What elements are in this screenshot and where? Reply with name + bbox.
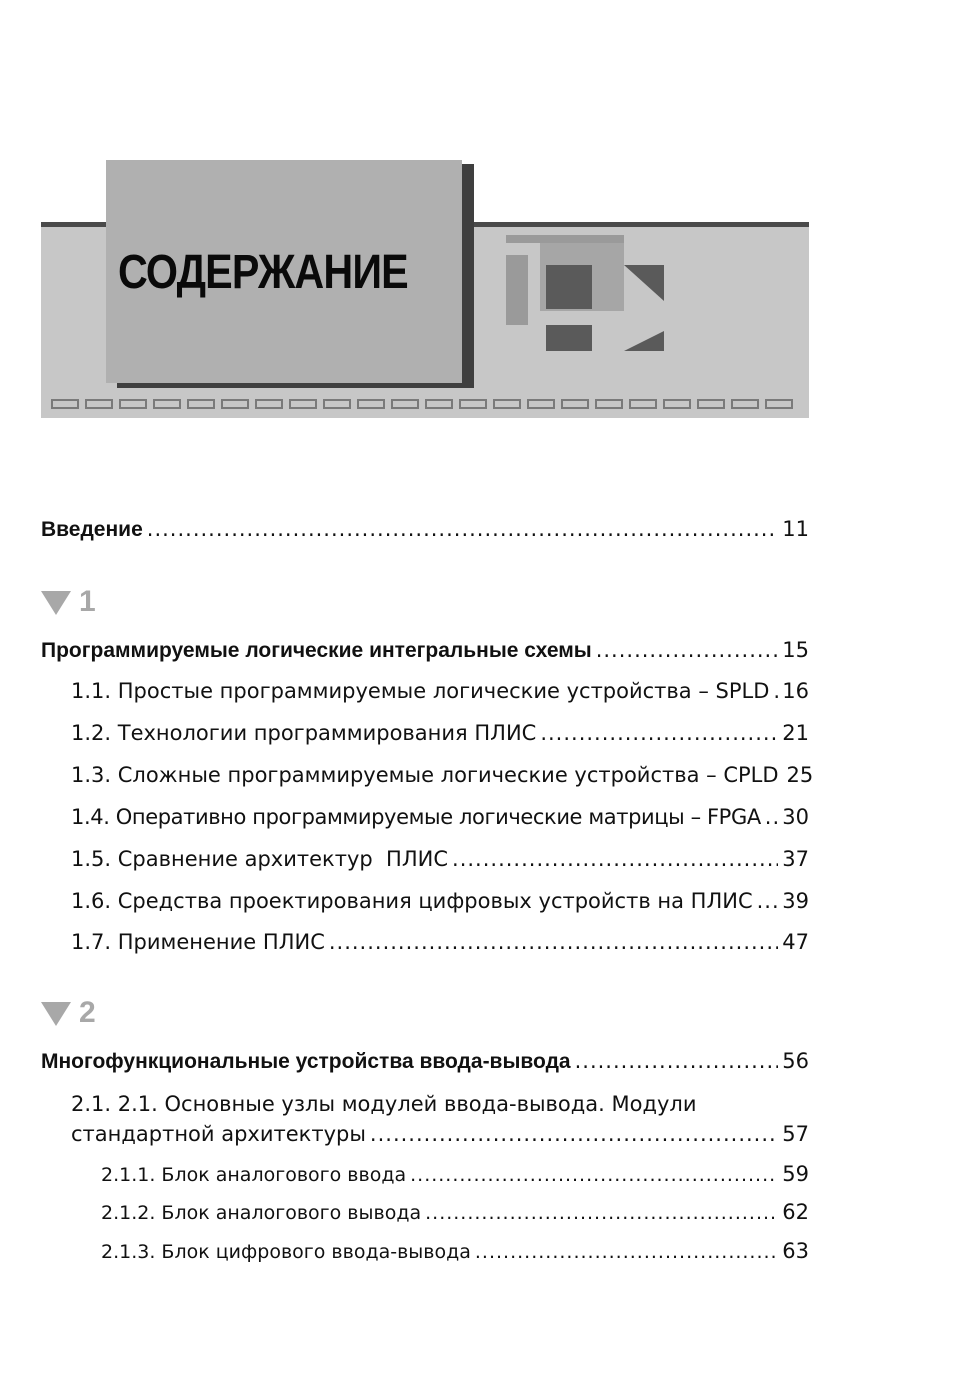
- toc-section-2-1[interactable]: [71, 1122, 809, 1146]
- toc-page-number: 59: [782, 1162, 809, 1186]
- toc-section-2-1-line1[interactable]: 2.1. 2.1. Основные узлы модулей ввода-вывода. Модули: [71, 1092, 697, 1116]
- toc-entry-label: 1.6. Средства проектирования цифровых устройств на ПЛИС: [71, 889, 753, 913]
- toc-page-number: 25: [786, 763, 814, 787]
- toc-subsection-2-1-2[interactable]: [101, 1200, 809, 1224]
- toc-page-number: 11: [782, 517, 809, 541]
- toc-entry-label: 1.2. Технологии программирования ПЛИС: [71, 721, 537, 745]
- toc-page-number: 15: [782, 638, 809, 662]
- toc-page-number: 30: [782, 805, 809, 829]
- leader-dots: [147, 517, 779, 541]
- toc-page-number: 21: [782, 721, 809, 745]
- toc-entry-label: Введение: [41, 518, 143, 541]
- chapter-marker-2: [41, 996, 96, 1030]
- toc-entry-label: стандартной архитектуры: [71, 1122, 366, 1146]
- toc-subsection-2-1-1[interactable]: [101, 1162, 809, 1186]
- leader-dots: [575, 1049, 779, 1073]
- toc-entry-label: 1.7. Применение ПЛИС: [71, 930, 325, 954]
- toc-page-number: 56: [782, 1049, 809, 1073]
- triangle-down-icon: [41, 1000, 71, 1026]
- toc-section-1-5[interactable]: [71, 847, 809, 871]
- toc-chapter-2-title[interactable]: [41, 1049, 809, 1074]
- chapter-marker-1: [41, 585, 96, 619]
- leader-dots: [475, 1241, 778, 1263]
- toc-entry-label: 1.1. Простые программируемые логические устройства – SPLD: [71, 679, 770, 703]
- toc-section-1-1[interactable]: [71, 679, 809, 703]
- toc-subsection-2-1-3[interactable]: [101, 1239, 809, 1263]
- header-banner: [0, 0, 975, 430]
- toc-entry-label: 2.1.2. Блок аналогового вывода: [101, 1202, 422, 1224]
- leader-dots: [773, 679, 778, 703]
- toc-page-number: 47: [782, 930, 809, 954]
- toc-page-number: 39: [782, 889, 809, 913]
- toc-entry-intro[interactable]: [41, 517, 809, 542]
- leader-dots: [765, 805, 778, 829]
- toc-entry-label: 1.4. Оперативно программируемые логические матрицы – FPGA: [71, 805, 761, 829]
- toc-section-1-2[interactable]: [71, 721, 809, 745]
- toc-entry-label: 2.1.1. Блок аналогового ввода: [101, 1164, 407, 1186]
- toc-section-1-7[interactable]: [71, 930, 809, 954]
- leader-dots: [425, 1202, 778, 1224]
- toc-entry-label: Многофункциональные устройства ввода-вывода: [41, 1050, 571, 1073]
- toc-page-number: 62: [782, 1200, 809, 1224]
- toc-entry-label: 1.5. Сравнение архитектур ПЛИС: [71, 847, 449, 871]
- leader-dots: [329, 930, 778, 954]
- leader-dots: [452, 847, 778, 871]
- toc-section-1-4[interactable]: [71, 805, 809, 829]
- decorative-play-icon: [500, 235, 670, 355]
- toc-page-number: 16: [782, 679, 809, 703]
- toc-section-1-3[interactable]: [71, 763, 814, 787]
- chapter-number: 1: [79, 585, 96, 618]
- toc-page-number: 57: [782, 1122, 809, 1146]
- toc-section-1-6[interactable]: [71, 889, 809, 913]
- leader-dots: [757, 889, 779, 913]
- toc-entry-label: Программируемые логические интегральные схемы: [41, 639, 592, 662]
- triangle-down-icon: [41, 589, 71, 615]
- toc-entry-label: 1.3. Сложные программируемые логические устройства – CPLD: [71, 763, 779, 787]
- toc-entry-label: 2.1.3. Блок цифрового ввода-вывода: [101, 1241, 471, 1263]
- leader-dots: [596, 638, 779, 662]
- leader-dots: [540, 721, 778, 745]
- toc-page-number: 37: [782, 847, 809, 871]
- toc-page-number: 63: [782, 1239, 809, 1263]
- toc-chapter-1-title[interactable]: [41, 638, 809, 663]
- leader-dots: [370, 1122, 778, 1146]
- leader-dots: [410, 1164, 778, 1186]
- chapter-number: 2: [79, 996, 96, 1029]
- film-strip-decoration: [46, 397, 806, 411]
- page-title: СОДЕРЖАНИЕ: [118, 246, 408, 299]
